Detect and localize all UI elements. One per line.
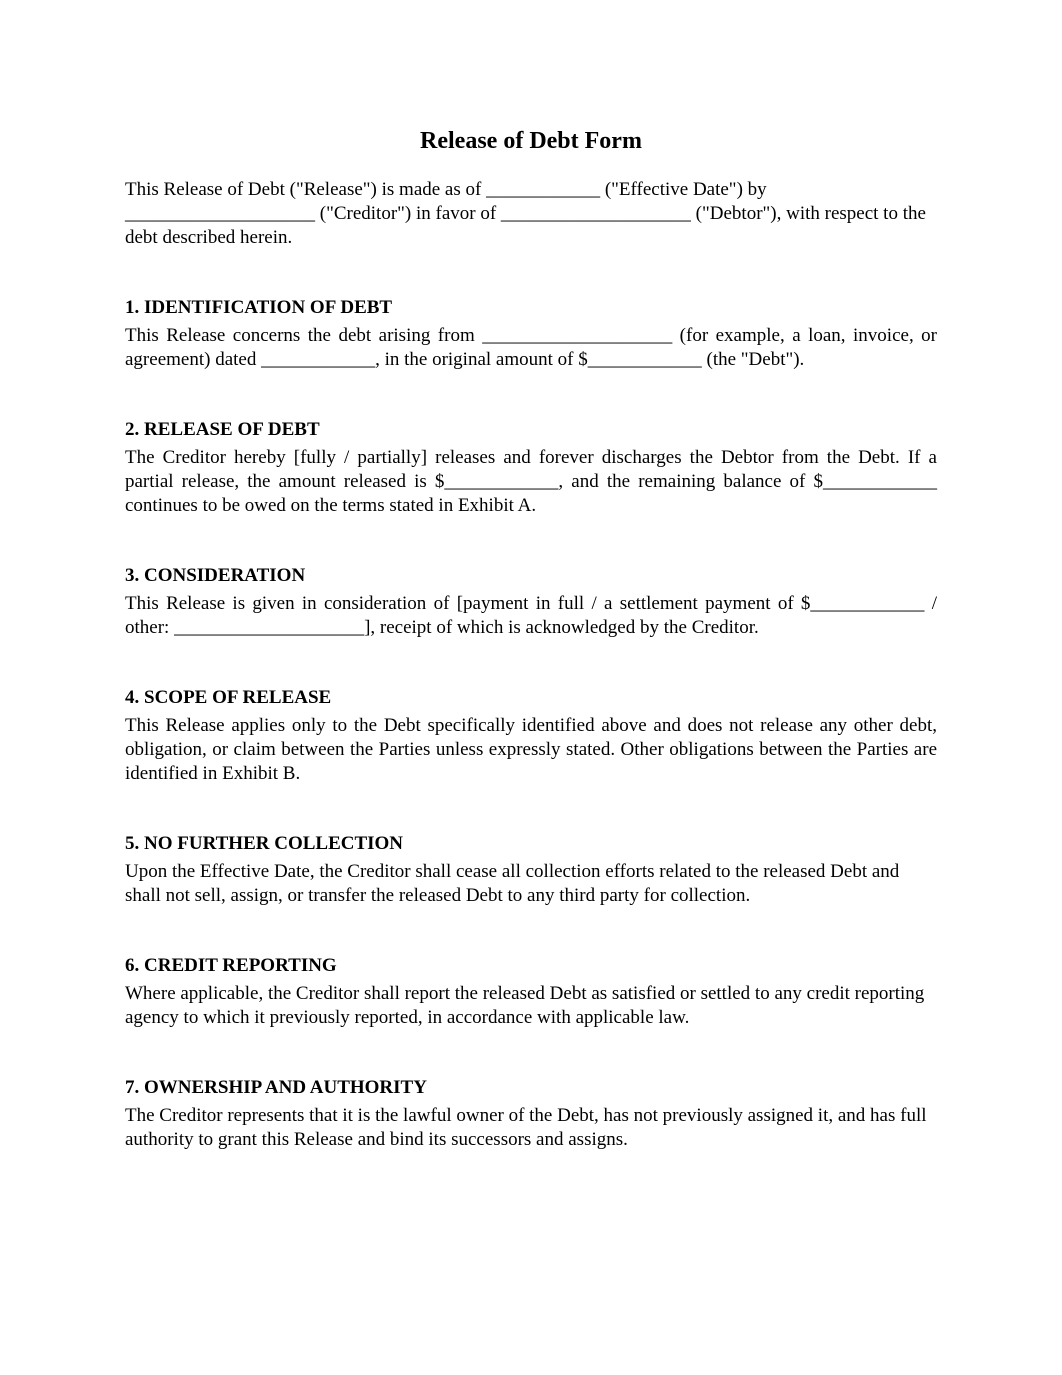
document-page <box>125 124 937 1152</box>
section-heading: 4. SCOPE OF RELEASE <box>125 687 332 708</box>
section-heading: 6. CREDIT REPORTING <box>125 955 337 976</box>
section-body: The Creditor represents that it is the lawful owner of the Debt, has not previously assigned it, and has full authority to grant this Release and bind its successors and assigns. <box>125 1105 927 1150</box>
section-body: This Release concerns the debt arising from ____________________ (for example, a loan, invoice, or agreement) dated ____________, in the original amount of $____________ (the "Debt"). <box>125 325 937 370</box>
section-body: This Release applies only to the Debt specifically identified above and does not release any other debt, obligation, or claim between the Parties unless expressly stated. Other obligations between the Parties are identified in Exhibit B. <box>125 715 937 784</box>
section-body: This Release is given in consideration of [payment in full / a settlement payment of $____________ / other: ____________________], receipt of which is acknowledged by the Creditor. <box>125 593 937 638</box>
section-heading: 7. OWNERSHIP AND AUTHORITY <box>125 1077 427 1098</box>
section-identification-of-debt <box>125 296 937 372</box>
section-credit-reporting <box>125 954 937 1030</box>
intro-paragraph: This Release of Debt ("Release") is made as of ____________ ("Effective Date") by ____________________ ("Creditor") in favor of ____________________ ("Debtor"), with respect to the debt described herein. <box>125 179 926 248</box>
section-release-of-debt <box>125 418 937 518</box>
section-no-further-collection <box>125 832 937 908</box>
section-scope-of-release <box>125 686 937 786</box>
section-body: Upon the Effective Date, the Creditor shall cease all collection efforts related to the released Debt and shall not sell, assign, or transfer the released Debt to any third party for collection. <box>125 861 900 906</box>
section-heading: 5. NO FURTHER COLLECTION <box>125 833 404 854</box>
section-ownership-and-authority <box>125 1076 937 1152</box>
document-title: Release of Debt Form <box>420 128 642 154</box>
section-heading: 2. RELEASE OF DEBT <box>125 419 320 440</box>
section-heading: 3. CONSIDERATION <box>125 565 306 586</box>
section-consideration <box>125 564 937 640</box>
section-heading: 1. IDENTIFICATION OF DEBT <box>125 297 393 318</box>
section-body: Where applicable, the Creditor shall report the released Debt as satisfied or settled to any credit reporting agency to which it previously reported, in accordance with applicable law. <box>125 983 925 1028</box>
section-body: The Creditor hereby [fully / partially] releases and forever discharges the Debtor from the Debt. If a partial release, the amount released is $____________, and the remaining balance of $____________ continues to be owed on the terms stated in Exhibit A. <box>125 447 937 516</box>
